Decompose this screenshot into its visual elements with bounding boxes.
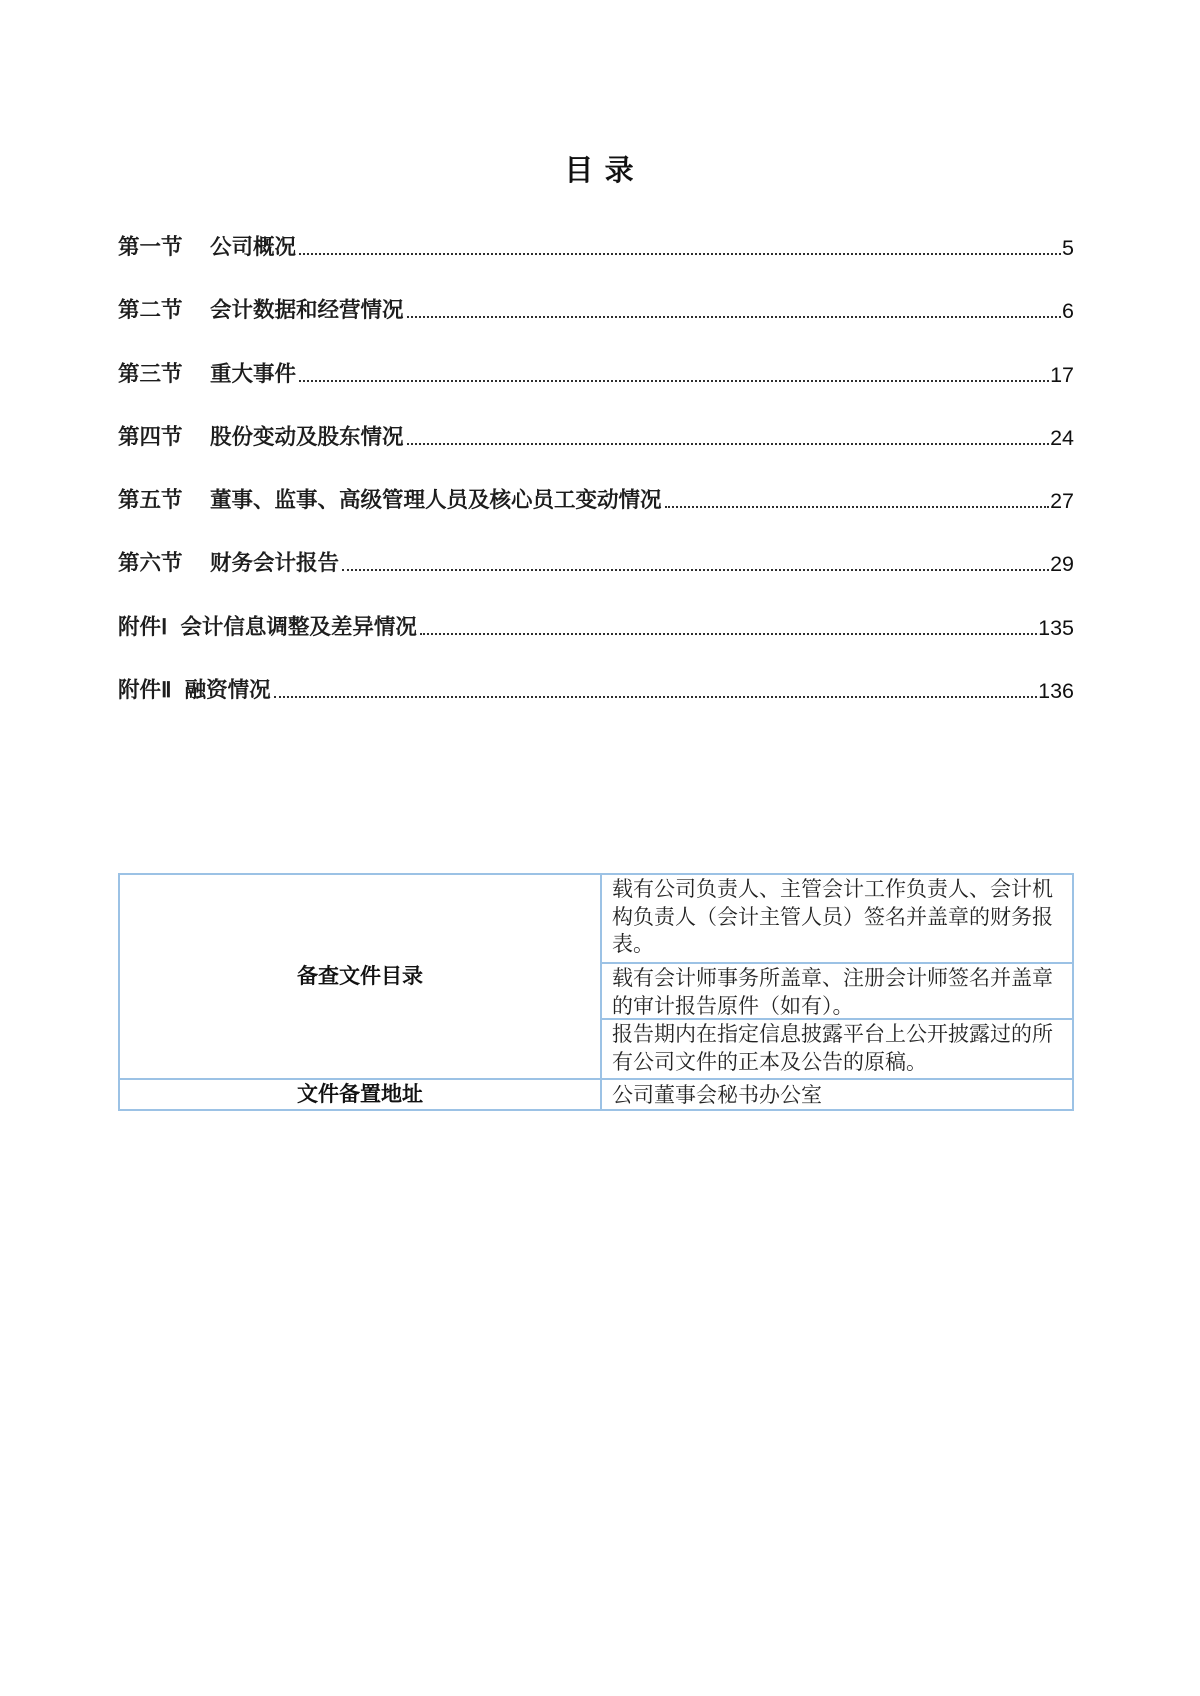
toc-entry-section-5[interactable] (118, 483, 1074, 513)
toc-entry-label: 第四节 (118, 425, 183, 450)
toc-entry-title: 重大事件 (210, 362, 297, 387)
toc-entry-label: 第六节 (118, 551, 183, 576)
toc-page-number: 27 (1050, 489, 1074, 514)
toc-entry-title: 融资情况 (184, 678, 271, 703)
toc-entry-title: 会计信息调整及差异情况 (180, 615, 417, 640)
toc-page-number: 17 (1050, 363, 1074, 388)
toc-page-number: 29 (1050, 552, 1074, 577)
table-cell-financial-statements: 载有公司负责人、主管会计工作负责人、会计机构负责人（会计主管人员）签名并盖章的财务报表。 (600, 875, 1072, 962)
toc-entry-title: 财务会计报告 (210, 551, 340, 576)
toc-entry-appendix-2[interactable] (118, 673, 1074, 703)
toc-page-number: 135 (1038, 616, 1074, 641)
toc-entry-section-4[interactable] (118, 420, 1074, 450)
dot-leader (299, 380, 1049, 382)
toc-entry-appendix-1[interactable] (118, 610, 1074, 640)
toc-page-number: 5 (1062, 236, 1074, 261)
dot-leader (407, 443, 1050, 445)
page-title: 目 录 (564, 155, 636, 187)
toc-entry-section-3[interactable] (118, 357, 1074, 387)
toc-entry-section-2[interactable] (118, 293, 1074, 323)
toc-entry-label: 第三节 (118, 362, 183, 387)
reference-documents-table (118, 873, 1074, 1111)
table-of-contents (118, 230, 1074, 740)
toc-entry-section-6[interactable] (118, 546, 1074, 576)
table-header-reference-documents: 备查文件目录 (297, 963, 423, 988)
table-cell-audit-report: 载有会计师事务所盖章、注册会计师签名并盖章的审计报告原件（如有）。 (600, 962, 1072, 1018)
toc-entry-label: 第五节 (118, 488, 183, 513)
table-cell-disclosed-documents: 报告期内在指定信息披露平台上公开披露过的所有公司文件的正本及公告的原稿。 (600, 1018, 1072, 1078)
toc-entry-title: 股份变动及股东情况 (210, 425, 404, 450)
table-header-filing-address: 文件备置地址 (120, 1078, 600, 1109)
toc-page-number: 6 (1062, 299, 1074, 324)
toc-entry-section-1[interactable] (118, 230, 1074, 260)
dot-leader (299, 253, 1061, 255)
toc-page-number: 24 (1050, 426, 1074, 451)
toc-entry-label: 附件Ⅱ (118, 678, 172, 703)
toc-entry-title: 会计数据和经营情况 (210, 298, 404, 323)
toc-entry-label: 附件Ⅰ (118, 615, 168, 640)
toc-entry-title: 董事、监事、高级管理人员及核心员工变动情况 (210, 488, 662, 513)
toc-entry-label: 第一节 (118, 235, 183, 260)
dot-leader (274, 696, 1038, 698)
dot-leader (342, 569, 1049, 571)
dot-leader (420, 633, 1037, 635)
toc-page-number: 136 (1038, 679, 1074, 704)
dot-leader (665, 506, 1050, 508)
dot-leader (407, 316, 1062, 318)
toc-entry-label: 第二节 (118, 298, 183, 323)
toc-entry-title: 公司概况 (210, 235, 297, 260)
table-cell-filing-address-value: 公司董事会秘书办公室 (600, 1078, 1072, 1109)
